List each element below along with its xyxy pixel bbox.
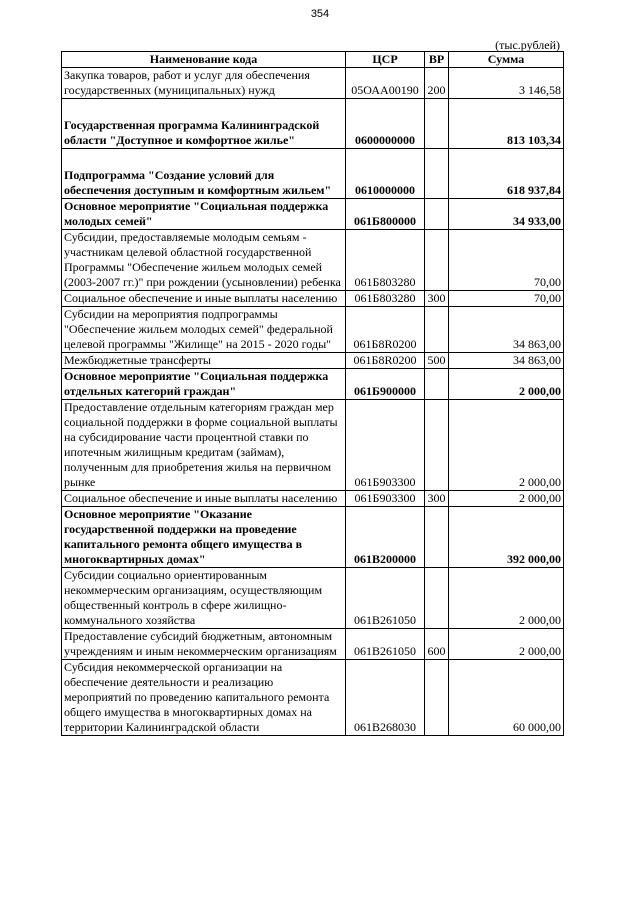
row-vr xyxy=(425,149,449,199)
row-sum: 2 000,00 xyxy=(449,369,564,400)
table-row xyxy=(62,68,564,99)
row-csr: 061Б903300 xyxy=(346,400,425,491)
row-sum: 2 000,00 xyxy=(449,568,564,629)
header-csr: ЦСР xyxy=(346,52,425,68)
row-vr xyxy=(425,507,449,568)
row-csr: 061Б803280 xyxy=(346,291,425,307)
table-row xyxy=(62,629,564,660)
row-csr: 061Б800000 xyxy=(346,199,425,230)
row-vr: 600 xyxy=(425,629,449,660)
row-vr: 500 xyxy=(425,353,449,369)
row-vr xyxy=(425,660,449,736)
row-name: Межбюджетные трансферты xyxy=(62,353,346,369)
row-sum: 2 000,00 xyxy=(449,629,564,660)
row-vr: 300 xyxy=(425,491,449,507)
row-name: Субсидии на мероприятия подпрограммы "Обеспечение жильем молодых семей" федеральной целевой программы "Жилище" на 2015 - 2020 годы" xyxy=(62,307,346,353)
row-vr xyxy=(425,307,449,353)
row-sum: 3 146,58 xyxy=(449,68,564,99)
row-vr xyxy=(425,230,449,291)
header-name: Наименование кода xyxy=(62,52,346,68)
table-row xyxy=(62,660,564,736)
row-sum: 392 000,00 xyxy=(449,507,564,568)
row-sum: 34 933,00 xyxy=(449,199,564,230)
row-sum: 2 000,00 xyxy=(449,491,564,507)
row-sum: 2 000,00 xyxy=(449,400,564,491)
row-name: Подпрограмма "Создание условий для обеспечения доступным и комфортным жильем" xyxy=(62,149,346,199)
row-name: Предоставление субсидий бюджетным, автономным учреждениям и иным некоммерческим организациям xyxy=(62,629,346,660)
row-sum: 60 000,00 xyxy=(449,660,564,736)
row-csr: 061В200000 xyxy=(346,507,425,568)
row-name: Государственная программа Калининградской области "Доступное и комфортное жилье" xyxy=(62,99,346,149)
table-row xyxy=(62,568,564,629)
row-name: Предоставление отдельным категориям граждан мер социальной поддержки в форме социальной выплаты на субсидирование части процентной ставки по ипотечным жилищным кредитам (займам), полученным для приобретения жилья на первичном рынке xyxy=(62,400,346,491)
row-vr xyxy=(425,369,449,400)
units-label: (тыс.рублей) xyxy=(495,38,560,52)
row-vr: 200 xyxy=(425,68,449,99)
row-sum: 70,00 xyxy=(449,230,564,291)
row-sum: 34 863,00 xyxy=(449,307,564,353)
row-name: Основное мероприятие "Социальная поддержка отдельных категорий граждан" xyxy=(62,369,346,400)
table-row xyxy=(62,491,564,507)
page-number: 354 xyxy=(310,8,330,20)
row-vr xyxy=(425,99,449,149)
row-csr: 061Б8R0200 xyxy=(346,353,425,369)
row-sum: 70,00 xyxy=(449,291,564,307)
row-sum: 34 863,00 xyxy=(449,353,564,369)
row-name: Социальное обеспечение и иные выплаты населению xyxy=(62,491,346,507)
row-csr: 061Б903300 xyxy=(346,491,425,507)
table-row xyxy=(62,230,564,291)
row-csr: 061Б803280 xyxy=(346,230,425,291)
table-row xyxy=(62,307,564,353)
row-vr xyxy=(425,199,449,230)
header-sum: Сумма xyxy=(449,52,564,68)
row-name: Субсидия некоммерческой организации на обеспечение деятельности и реализацию мероприятий по проведению капитального ремонта общего имущества в многоквартирных домах на территории Калининградской области xyxy=(62,660,346,736)
row-csr: 061Б8R0200 xyxy=(346,307,425,353)
row-name: Субсидии, предоставляемые молодым семьям - участникам целевой областной государственной Программы "Обеспечение жильем молодых семей (2003-2007 гг.)" при рождении (усыновлении) ребенка xyxy=(62,230,346,291)
row-csr: 061В261050 xyxy=(346,568,425,629)
table-header-row xyxy=(62,52,564,68)
table-row xyxy=(62,291,564,307)
row-csr: 061В268030 xyxy=(346,660,425,736)
row-sum: 618 937,84 xyxy=(449,149,564,199)
table-row xyxy=(62,99,564,149)
row-csr: 061Б900000 xyxy=(346,369,425,400)
table-row xyxy=(62,369,564,400)
row-csr: 061В261050 xyxy=(346,629,425,660)
row-csr: 0600000000 xyxy=(346,99,425,149)
row-vr xyxy=(425,568,449,629)
table-row xyxy=(62,199,564,230)
table-row xyxy=(62,507,564,568)
budget-table xyxy=(61,51,564,736)
table-row xyxy=(62,149,564,199)
table-row xyxy=(62,400,564,491)
row-name: Закупка товаров, работ и услуг для обеспечения государственных (муниципальных) нужд xyxy=(62,68,346,99)
header-vr: ВР xyxy=(425,52,449,68)
row-name: Основное мероприятие "Оказание государственной поддержки на проведение капитального ремонта общего имущества в многоквартирных домах" xyxy=(62,507,346,568)
table-row xyxy=(62,353,564,369)
row-name: Социальное обеспечение и иные выплаты населению xyxy=(62,291,346,307)
row-vr xyxy=(425,400,449,491)
row-sum: 813 103,34 xyxy=(449,99,564,149)
row-name: Основное мероприятие "Социальная поддержка молодых семей" xyxy=(62,199,346,230)
row-csr: 05ОАА00190 xyxy=(346,68,425,99)
row-csr: 0610000000 xyxy=(346,149,425,199)
row-name: Субсидии социально ориентированным некоммерческим организациям, осуществляющим общественный контроль в сфере жилищно-коммунального хозяйства xyxy=(62,568,346,629)
row-vr: 300 xyxy=(425,291,449,307)
